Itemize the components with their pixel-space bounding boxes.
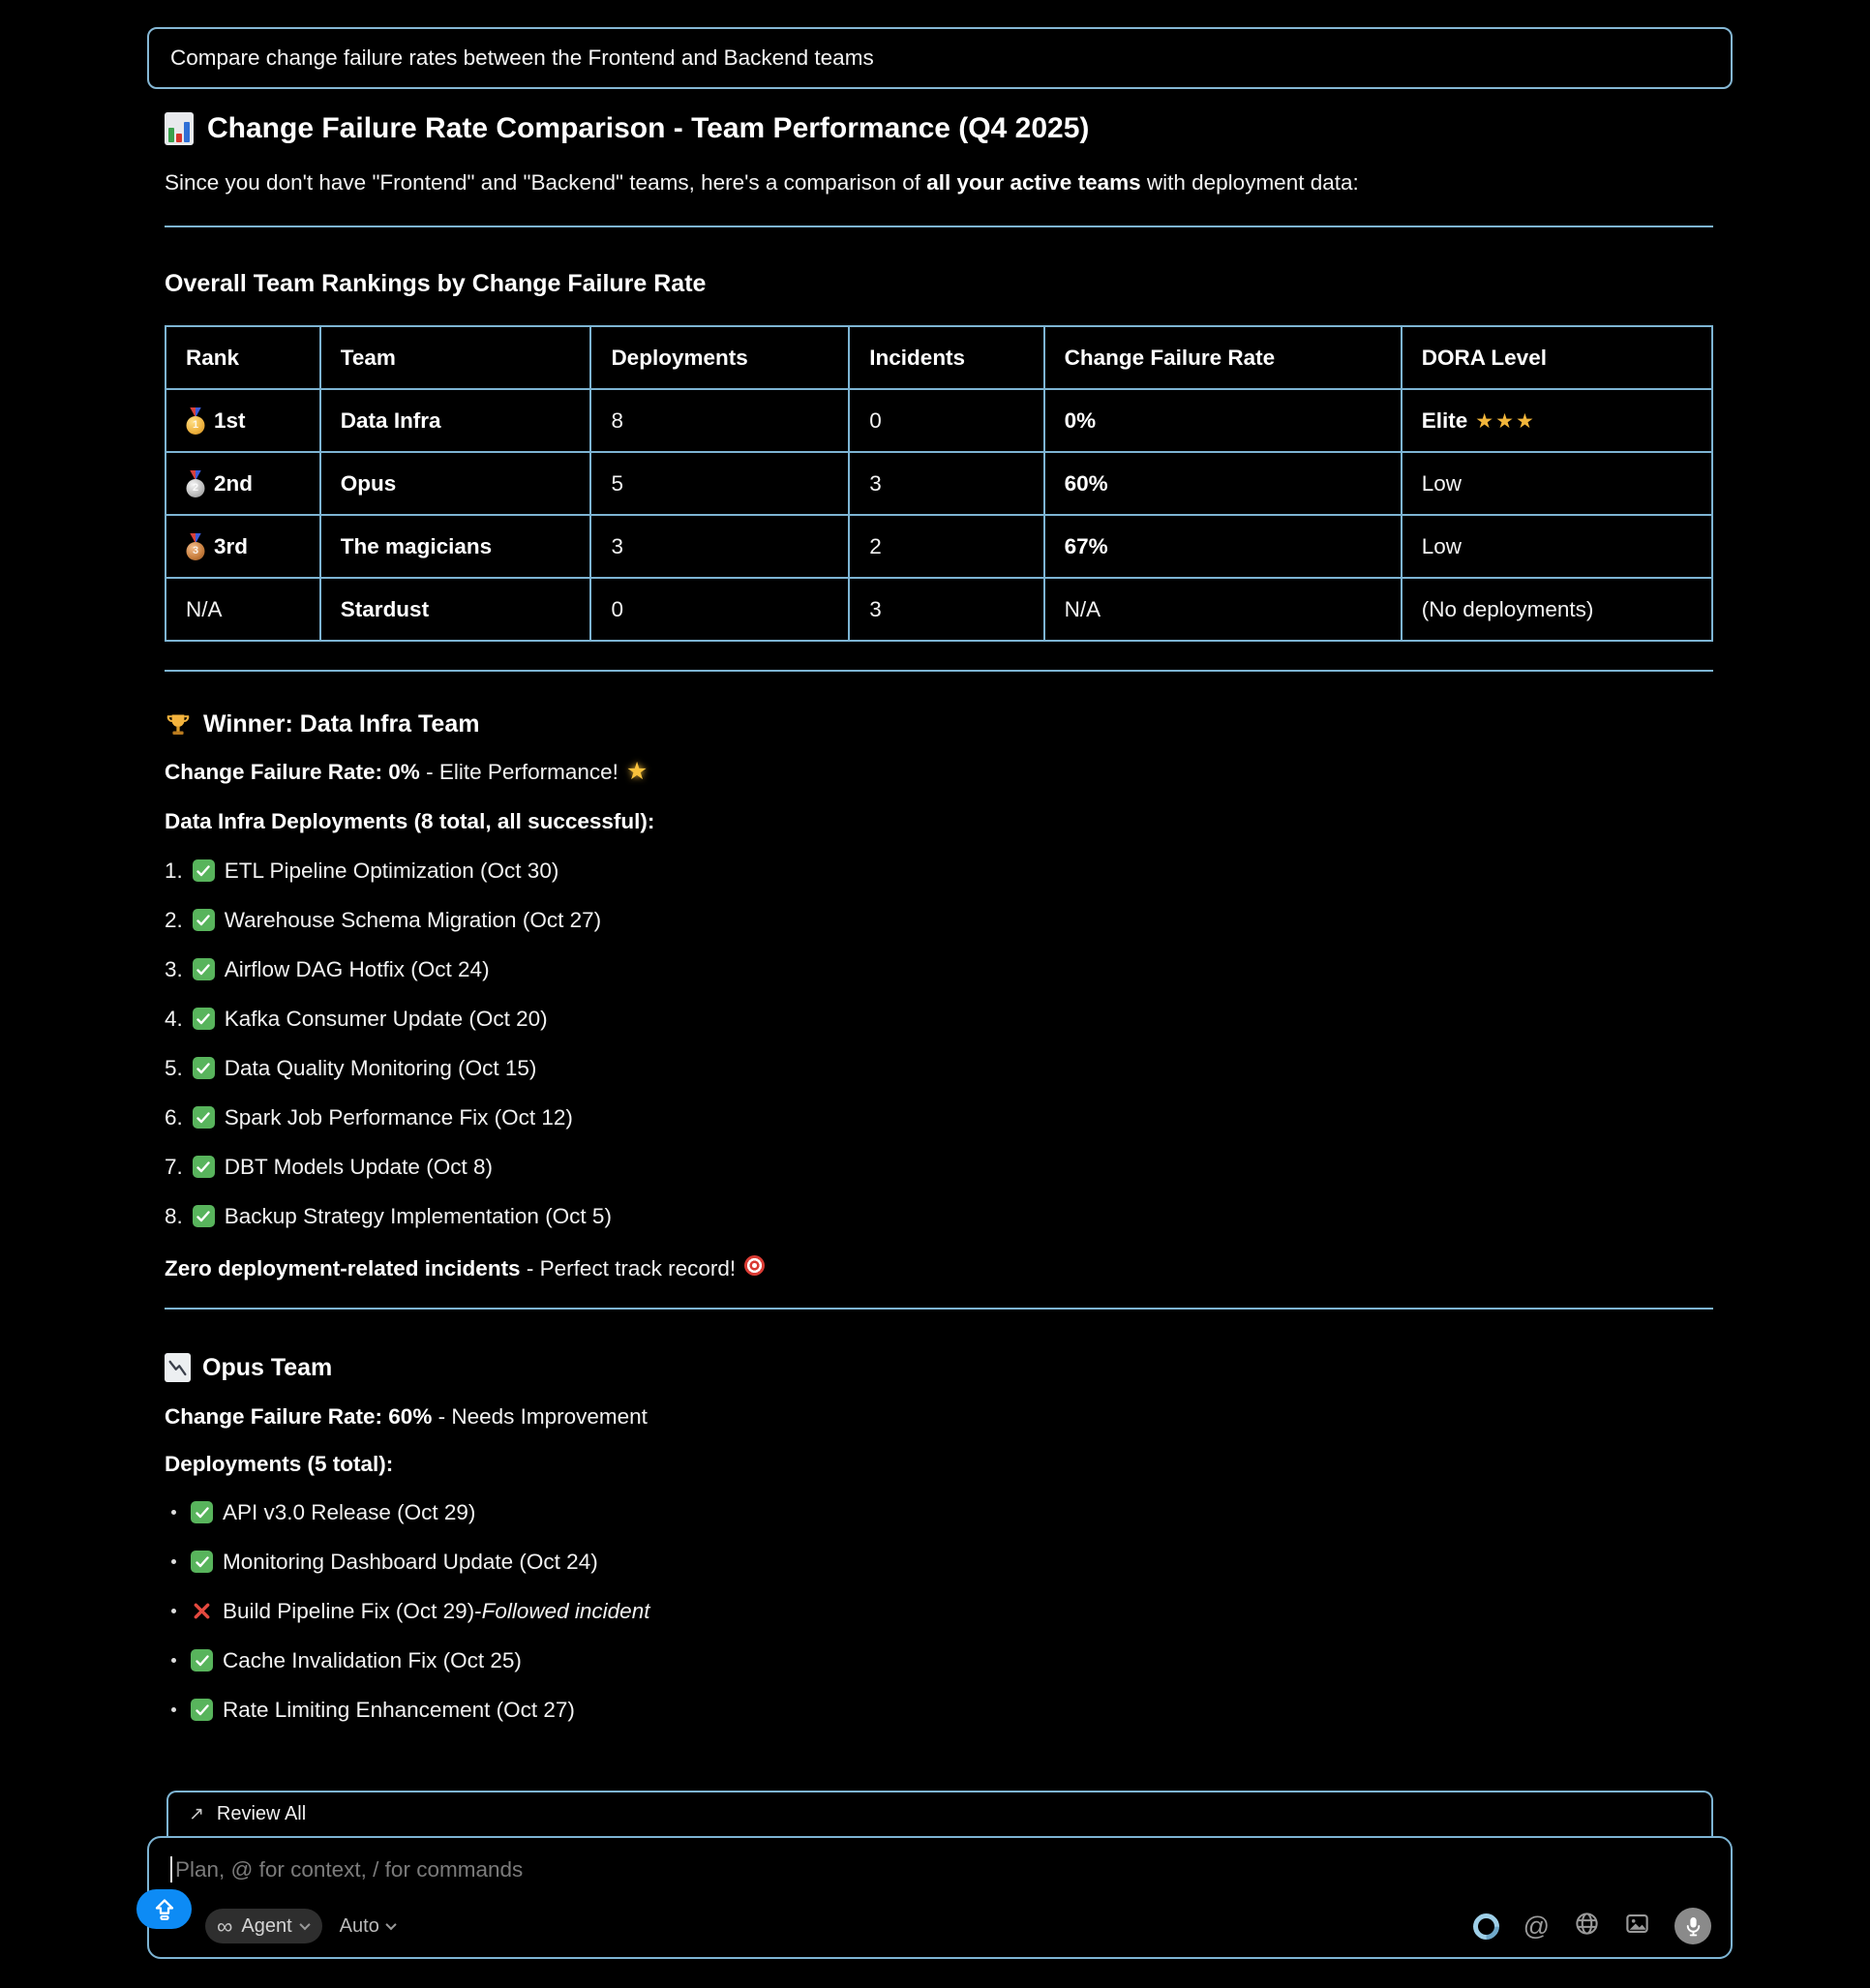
usage-ring-icon[interactable] — [1467, 1908, 1504, 1944]
list-item: API v3.0 Release (Oct 29) — [165, 1488, 1713, 1537]
list-item: 6. Spark Job Performance Fix (Oct 12) — [165, 1104, 573, 1130]
model-dropdown[interactable] — [340, 1915, 395, 1938]
list-item: Monitoring Dashboard Update (Oct 24) — [165, 1537, 1713, 1586]
check-icon — [193, 1057, 215, 1079]
winner-deployments-list — [165, 846, 1713, 1241]
composer-box — [147, 1836, 1733, 1959]
image-icon[interactable] — [1624, 1911, 1650, 1942]
check-icon — [191, 1649, 213, 1672]
section-divider — [165, 1308, 1713, 1310]
check-icon — [193, 958, 215, 980]
chevron-down-icon — [385, 1919, 396, 1930]
gold-medal-icon: 1 — [186, 407, 205, 435]
col-incidents: Incidents — [849, 326, 1043, 389]
list-item: Build Pipeline Fix (Oct 29) - Followed incident — [165, 1586, 1713, 1636]
check-icon — [193, 909, 215, 931]
silver-medal-icon: 2 — [186, 470, 205, 497]
send-button[interactable] — [136, 1889, 192, 1929]
text-caret — [170, 1856, 172, 1883]
list-item: 4. Kafka Consumer Update (Oct 20) — [165, 1006, 548, 1031]
table-row: N/A Stardust 0 3 N/A (No deployments) — [166, 578, 1712, 641]
cross-icon — [191, 1600, 213, 1622]
opus-heading: Opus Team — [165, 1353, 1713, 1382]
col-rank: Rank — [166, 326, 320, 389]
bronze-medal-icon: 3 — [186, 533, 205, 560]
infinity-icon: ∞ — [217, 1913, 233, 1939]
table-row: 3 3rd The magicians 3 2 67% Low — [166, 515, 1712, 578]
list-item: Rate Limiting Enhancement (Oct 27) — [165, 1685, 1713, 1734]
glowing-star-icon: ★ — [625, 758, 648, 785]
list-item: 7. DBT Models Update (Oct 8) — [165, 1154, 493, 1179]
opus-cfr-line: Change Failure Rate: 60% - Needs Improvement — [165, 1404, 648, 1429]
trophy-icon — [165, 711, 192, 738]
bar-chart-icon — [165, 112, 194, 145]
star-icons: ★★★ — [1475, 409, 1536, 433]
globe-icon[interactable] — [1574, 1911, 1600, 1942]
agent-label: Agent — [241, 1914, 292, 1937]
list-item: 8. Backup Strategy Implementation (Oct 5) — [165, 1203, 612, 1228]
check-icon — [193, 1205, 215, 1227]
auto-label: Auto — [339, 1914, 379, 1937]
check-icon — [193, 1106, 215, 1129]
intro-paragraph: Since you don't have "Frontend" and "Backend" teams, here's a comparison of all your active teams with deployment data: — [165, 170, 1359, 195]
table-row: 2 2nd Opus 5 3 60% Low — [166, 452, 1712, 515]
microphone-icon — [1685, 1916, 1702, 1937]
composer-input[interactable] — [170, 1856, 1711, 1883]
rankings-heading: Overall Team Rankings by Change Failure Rate — [165, 270, 707, 297]
winner-list-heading: Data Infra Deployments (8 total, all successful): — [165, 809, 655, 833]
list-item: 3. Airflow DAG Hotfix (Oct 24) — [165, 956, 490, 981]
list-item: Cache Invalidation Fix (Oct 25) — [165, 1636, 1713, 1685]
table-header-row — [166, 326, 1712, 389]
check-icon — [191, 1501, 213, 1523]
list-item: 1. ETL Pipeline Optimization (Oct 30) — [165, 858, 559, 883]
winner-cfr-line: Change Failure Rate: 0% - Elite Performance! ★ — [165, 758, 648, 785]
check-icon — [191, 1551, 213, 1573]
col-dora: DORA Level — [1402, 326, 1712, 389]
opus-deployments-list — [165, 1488, 1713, 1734]
zero-incidents-line: Zero deployment-related incidents - Perfect track record! — [165, 1255, 1713, 1281]
col-deployments: Deployments — [590, 326, 849, 389]
user-message-bubble — [147, 27, 1733, 89]
page-title: Change Failure Rate Comparison - Team Performance (Q4 2025) — [165, 112, 1713, 145]
chevron-down-icon — [299, 1919, 310, 1930]
check-icon — [193, 1156, 215, 1178]
rankings-table — [165, 325, 1713, 642]
user-message-text: Compare change failure rates between the Frontend and Backend teams — [170, 45, 874, 70]
composer-placeholder: Plan, @ for context, / for commands — [175, 1856, 524, 1882]
target-icon — [744, 1255, 765, 1276]
review-all-button[interactable] — [166, 1791, 1713, 1836]
chart-decreasing-icon — [165, 1353, 191, 1382]
mention-icon[interactable]: @ — [1523, 1911, 1550, 1941]
arrow-up-right-icon: ↗ — [189, 1804, 204, 1824]
winner-heading: Winner: Data Infra Team — [165, 710, 1713, 738]
section-divider — [165, 226, 1713, 227]
composer-area — [147, 1791, 1733, 1959]
check-icon — [193, 1008, 215, 1030]
composer-toolbar — [205, 1908, 1711, 1944]
col-team: Team — [320, 326, 591, 389]
microphone-button[interactable] — [1674, 1908, 1711, 1944]
check-icon — [193, 859, 215, 882]
assistant-response — [165, 112, 1713, 1734]
section-divider — [165, 670, 1713, 672]
upload-arrow-icon — [152, 1897, 177, 1922]
opus-list-heading: Deployments (5 total): — [165, 1452, 394, 1476]
list-item: 2. Warehouse Schema Migration (Oct 27) — [165, 907, 602, 932]
list-item: 5. Data Quality Monitoring (Oct 15) — [165, 1055, 537, 1080]
composer-actions — [1473, 1908, 1711, 1944]
review-all-label: Review All — [216, 1803, 307, 1824]
check-icon — [191, 1699, 213, 1721]
table-row: 1 1st Data Infra 8 0 0% Elite ★★★ — [166, 389, 1712, 452]
agent-mode-dropdown[interactable] — [205, 1909, 322, 1943]
col-cfr: Change Failure Rate — [1044, 326, 1402, 389]
